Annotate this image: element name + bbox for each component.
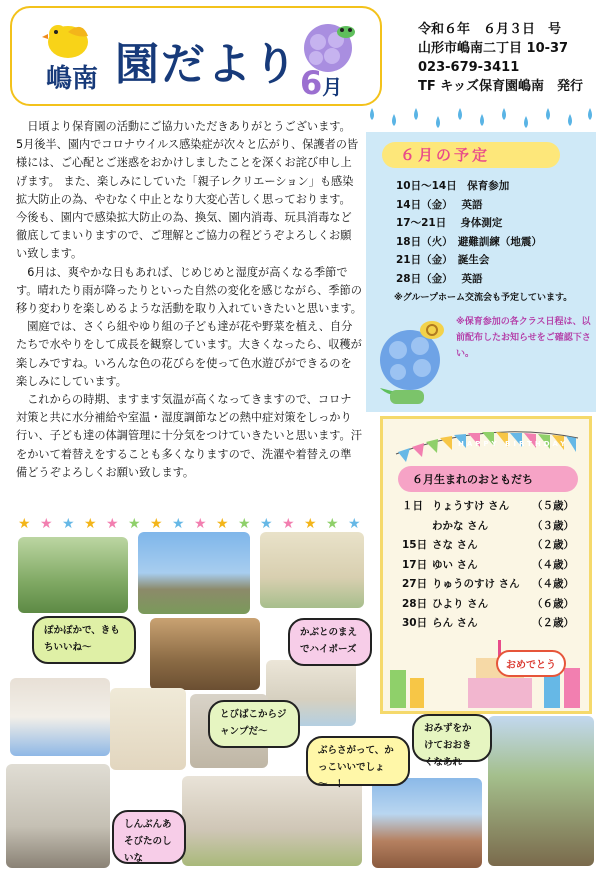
congrats-bubble: おめでとう <box>496 650 566 677</box>
publisher: TF キッズ保育園嶋南 発行 <box>418 79 584 94</box>
birthday-name: らん さん <box>432 617 478 629</box>
birthday-day: 27日 <box>402 578 428 590</box>
svg-text:★: ★ <box>18 516 31 532</box>
birthday-entry <box>402 517 574 537</box>
schedule-item: 14日（金） 英語 <box>396 198 483 211</box>
raindrops-decoration <box>366 104 596 134</box>
svg-text:★: ★ <box>128 516 141 532</box>
birthday-banner-text: HAPPY BIRTHDAY <box>458 440 569 448</box>
svg-text:★: ★ <box>304 516 317 532</box>
speech-bubble: とびばこからジャンプだ～ <box>208 700 300 748</box>
svg-text:★: ★ <box>150 516 163 532</box>
birthday-day: 28日 <box>402 597 428 610</box>
svg-text:★: ★ <box>40 516 53 532</box>
birthday-age: （６歳） <box>532 597 574 610</box>
schedule-note: ※グループホーム交流会も予定しています。 <box>394 293 573 303</box>
speech-bubble: ぽかぽかで、きもちいいね～ <box>32 616 136 664</box>
issue-date: 令和６年 ６月３日 号 <box>418 22 562 37</box>
paragraph: 園庭では、さくら組やゆり組の子ども達が花や野菜を植え、自分たちで水やりをして成長を観察しています。大きくなったら、収穫が楽しみですね。いろんな色の花びらを使って色水遊びができるのを楽しみにしています。 <box>16 320 362 388</box>
page-title: 園だより <box>115 39 299 90</box>
svg-text:★: ★ <box>238 516 251 532</box>
birthday-list <box>402 497 574 634</box>
birthday-age: （２歳） <box>532 617 574 629</box>
birthday-title: ６月生まれのおともだち <box>412 473 533 486</box>
svg-text:★: ★ <box>282 516 295 532</box>
svg-text:★: ★ <box>260 516 273 532</box>
photo-watering <box>488 716 594 866</box>
photo-playroom <box>10 678 110 756</box>
birthday-name: りょうすけ さん <box>432 500 510 512</box>
title-month <box>300 64 342 102</box>
photo-tent <box>110 688 186 770</box>
schedule-list <box>396 177 542 288</box>
birthday-age: （３歳） <box>532 519 574 532</box>
birthday-day: １日 <box>402 500 423 512</box>
birthday-age: （２歳） <box>532 539 574 551</box>
birthday-entry <box>402 556 574 576</box>
svg-text:★: ★ <box>62 516 75 532</box>
svg-text:★: ★ <box>84 516 97 532</box>
photo-planting <box>150 618 260 690</box>
paragraph: 日頃より保育園の活動にご協力いただきありがとうございます。 <box>16 120 351 133</box>
snail-hydrangea-icon <box>370 316 454 408</box>
photo-children-grass <box>18 537 128 613</box>
chick-icon <box>38 12 96 62</box>
title-small: 嶋南 <box>46 64 99 94</box>
birthday-day: 30日 <box>402 617 428 629</box>
schedule-item: 10日～14日 保育参加 <box>396 180 510 192</box>
svg-text:★: ★ <box>326 516 339 532</box>
schedule-item: 28日（金） 英語 <box>396 272 483 285</box>
birthday-day: 15日 <box>402 539 428 551</box>
photo-children-indoor <box>260 532 364 608</box>
issue-info <box>418 20 583 96</box>
birthday-entry <box>402 595 574 615</box>
paragraph: これからの時期、ますます気温が高くなってきますので、コロナ対策と共に水分補給や室温・湿度調節などの熱中症対策をしっかり行い、子ども達の体調管理に十分気をつけていきたいと思います。汗をかいて着替えをすることも多くなりますので、洗濯や着替えの準備どうぞよろしくお願い致します。 <box>16 393 362 479</box>
phone: 023-679-3411 <box>418 60 520 75</box>
birthday-age: （５歳） <box>532 500 574 512</box>
month-number: 6 <box>300 64 323 102</box>
svg-text:★: ★ <box>194 516 207 532</box>
birthday-name: ひより さん <box>432 597 489 610</box>
photo-children-bench <box>138 532 250 614</box>
birthday-day: 17日 <box>402 558 428 571</box>
birthday-age: （４歳） <box>532 558 574 571</box>
birthday-name: さな さん <box>432 539 478 551</box>
photo-monkey-bars <box>372 778 482 868</box>
schedule-item: 17～21日 身体測定 <box>396 217 503 229</box>
svg-text:★: ★ <box>172 516 185 532</box>
svg-text:★: ★ <box>106 516 119 532</box>
speech-bubble: おみずをかけておおきくなあれ <box>412 714 492 762</box>
birthday-name: りゅうのすけ さん <box>432 578 520 590</box>
birthday-entry <box>402 575 574 595</box>
birthday-entry <box>402 536 574 556</box>
address: 山形市嶋南二丁目 10-37 <box>418 41 569 56</box>
speech-bubble: ぶらさがって、かっこいいでしょ～ ！ <box>306 736 410 786</box>
birthday-entry <box>402 497 574 517</box>
birthday-name: ゆい さん <box>432 558 478 571</box>
schedule-note-2: ※保育参加の各クラス日程は、以前配布したお知らせをご確認下さい。 <box>456 317 591 359</box>
birthday-name: わかな さん <box>432 519 489 532</box>
svg-text:★: ★ <box>348 516 361 532</box>
paragraph: 今後も、園内で感染拡大防止の為、換気、園内消毒、玩具消毒など徹底してまいりますので、ご理解とご協力の程どうぞよろしくお願い致します。 <box>16 211 352 261</box>
month-suffix: 月 <box>322 75 343 99</box>
star-strip <box>18 512 374 534</box>
schedule-item: 21日（金） 誕生会 <box>396 254 490 266</box>
paragraph: 5月後半、園内でコロナウイルス感染症が次々と広がり、保護者の皆様には、ご心配とご迷惑をおかけしましたことを深くお詫び申し上げます。 また、楽しみにしていた「親子レクリエーション」も感染拡大防止の為、やむなく中止となり大変心苦しく思っております。 <box>16 138 359 206</box>
speech-bubble: しんぶんあそびたのしいな <box>112 810 186 864</box>
schedule-item: 18日（火） 避難訓練（地震） <box>396 235 542 248</box>
newsletter-body <box>16 118 362 482</box>
schedule-title: ６月の予定 <box>400 146 491 164</box>
speech-bubble: かぶとのまえでハイポーズ <box>288 618 372 666</box>
paragraph: 6月は、爽やかな日もあれば、じめじめと湿度が高くなる季節です。晴れたり雨が降ったりといった自然の変化を感じながら、季節の移り変わりを楽しめるような活動を取り入れていきたいと思います。 <box>16 265 362 316</box>
svg-text:★: ★ <box>216 516 229 532</box>
birthday-age: （４歳） <box>532 578 574 590</box>
photo-newspaper-play <box>6 764 110 868</box>
